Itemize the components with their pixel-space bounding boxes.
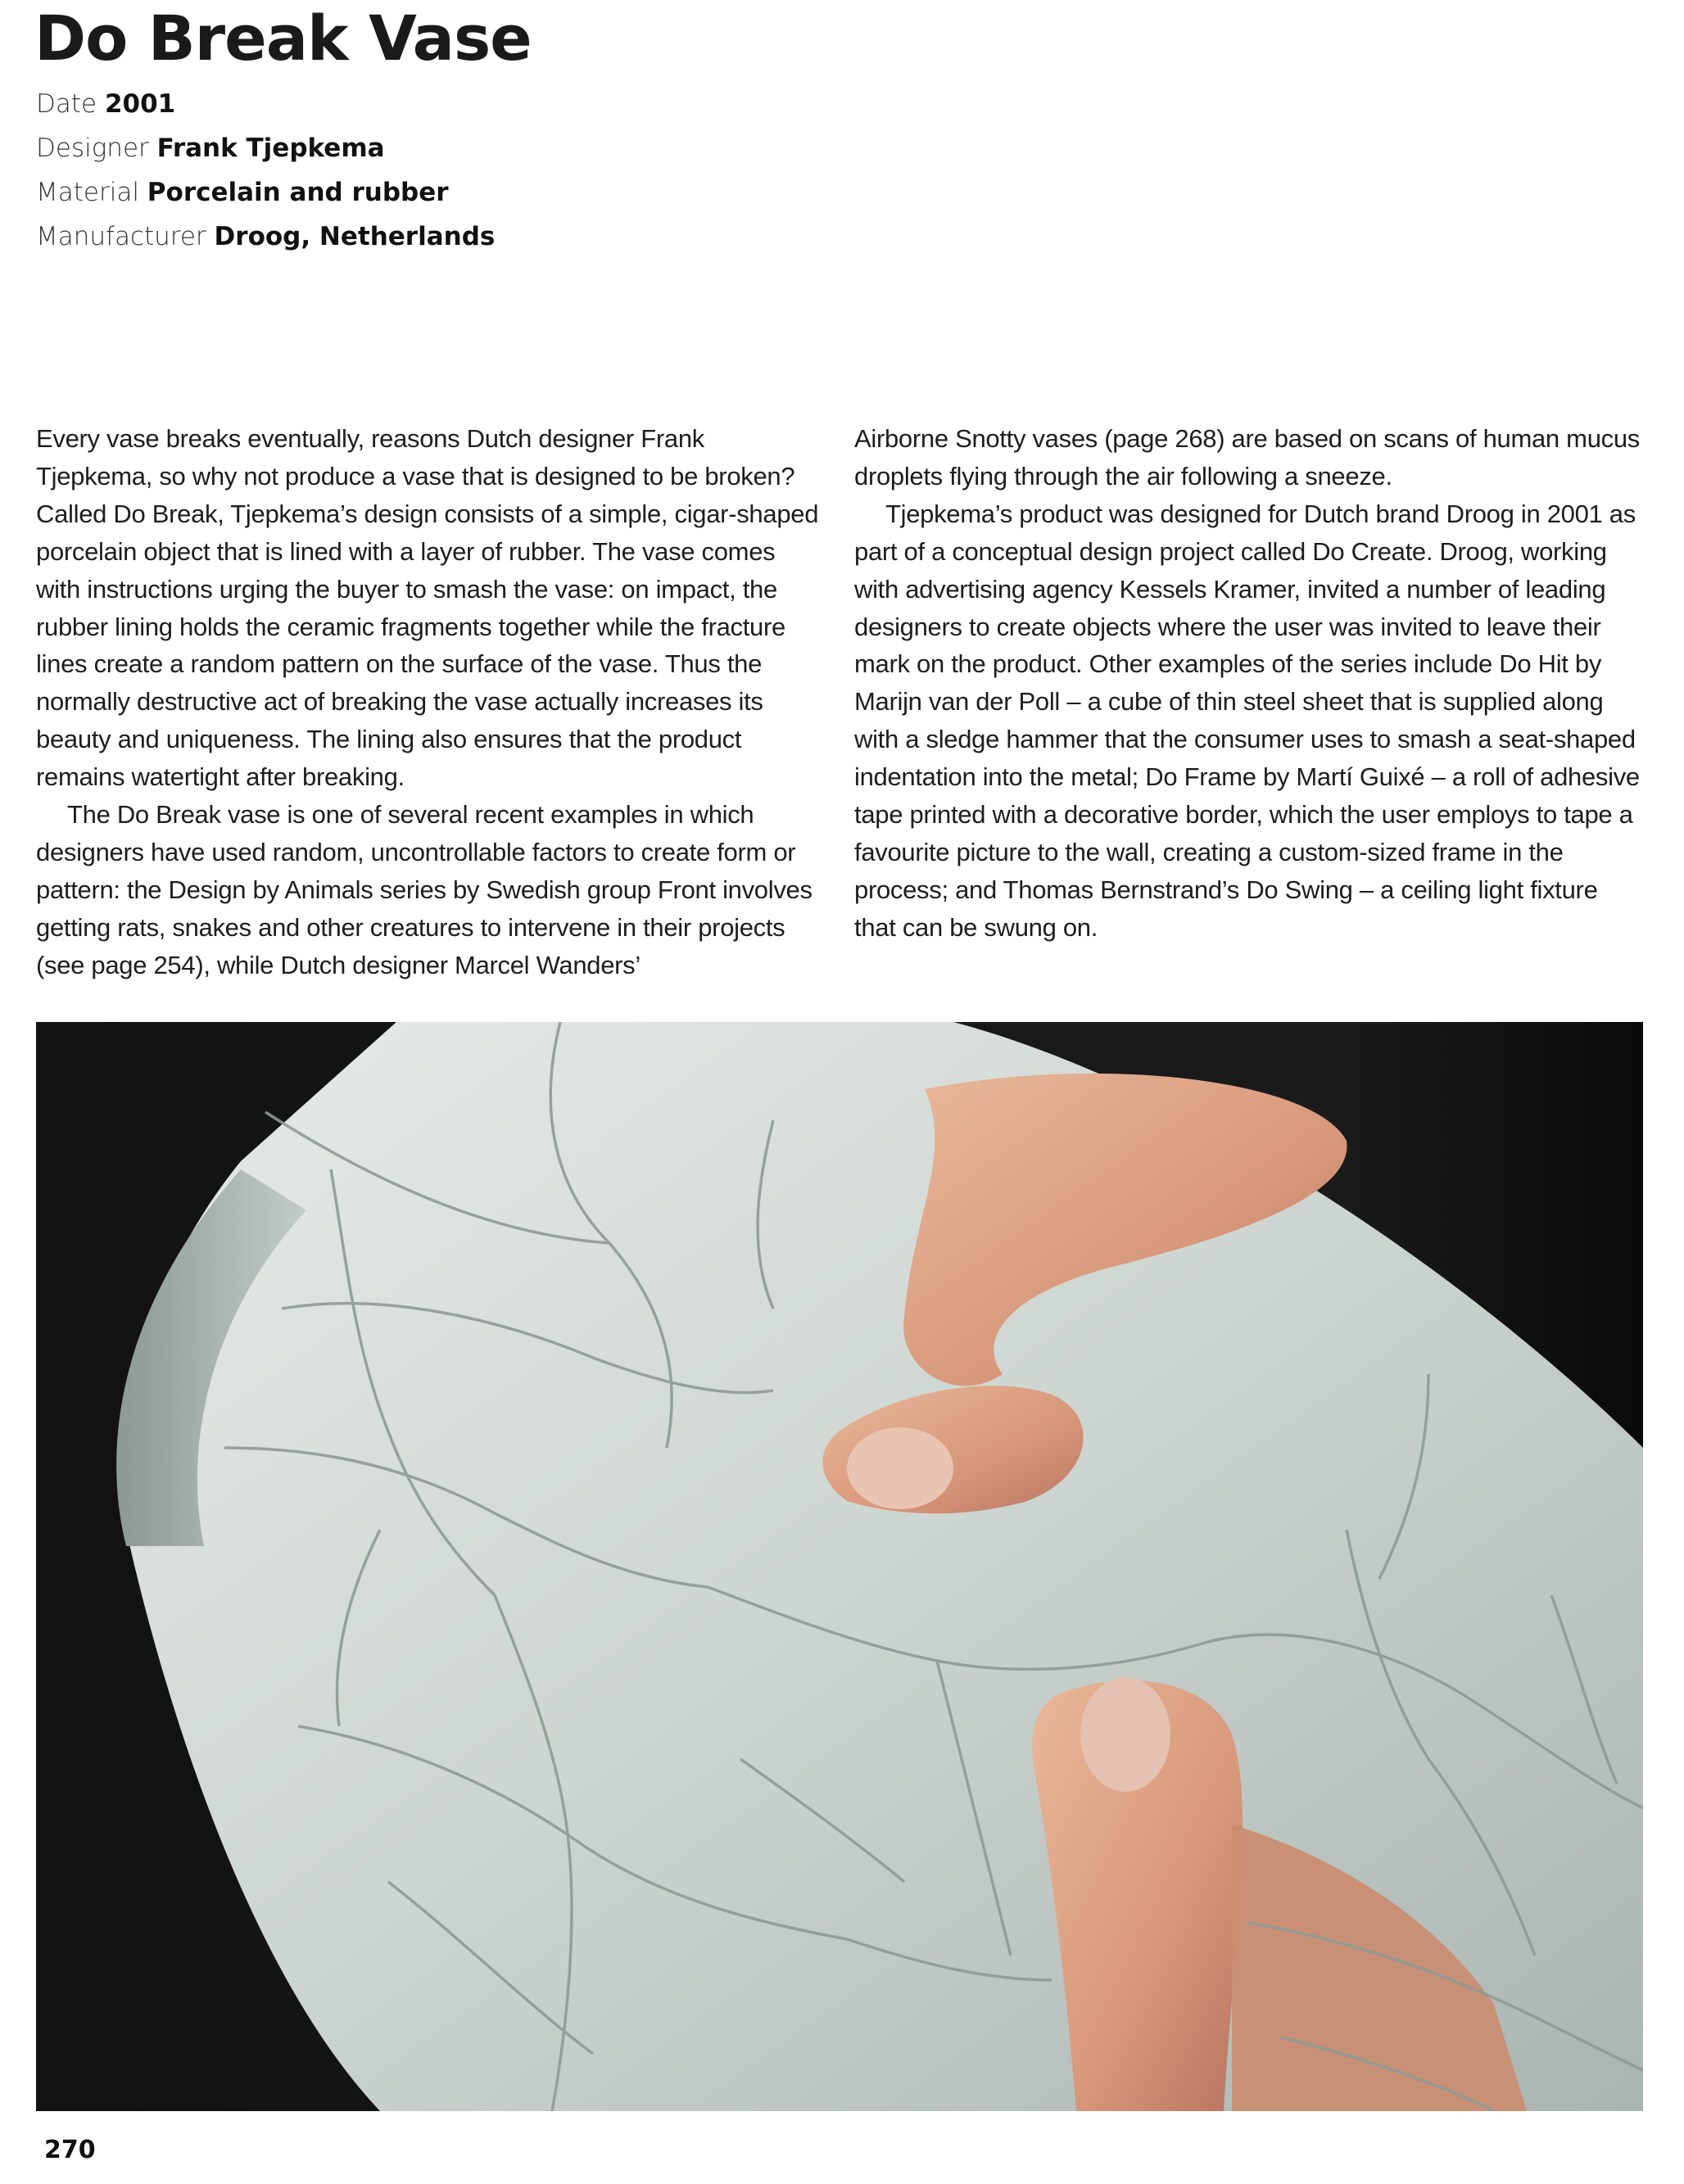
meta-value: Droog, Netherlands xyxy=(214,222,496,251)
meta-label: Designer xyxy=(36,133,149,163)
page-title: Do Break Vase xyxy=(34,2,532,75)
vase-photo xyxy=(36,1022,1643,2111)
meta-value: Frank Tjepkema xyxy=(156,133,385,163)
meta-material xyxy=(36,170,495,215)
body-column-left xyxy=(36,420,822,984)
paragraph: Tjepkema’s product was designed for Dutch brand Droog in 2001 as part of a conceptual design project called Do Create. Droog, working with advertising agency Kessels Kramer, invited a number of leading designers to create objects where the user was invited to leave their mark on the product. Other examples of the series include Do Hit by Marijn van der Poll – a cube of thin steel sheet that is supplied along with a sledge hammer that the consumer uses to smash a seat-shaped indentation into the metal; Do Frame by Martí Guixé – a roll of adhesive tape printed with a decorative border, which the user employs to tape a favourite picture to the wall, creating a custom-sized frame in the process; and Thomas Bernstrand’s Do Swing – a ceiling light fixture that can be swung on. xyxy=(854,499,1640,942)
paragraph: The Do Break vase is one of several recent examples in which designers have used random, uncontrollable factors to create form or pattern: the Design by Animals series by Swedish group Front involves getting rats, snakes and other creatures to intervene in their projects (see page 254), while Dutch designer Marcel Wanders’ xyxy=(36,800,813,979)
body-column-right xyxy=(854,420,1641,947)
vase-illustration xyxy=(36,1022,1643,2111)
meta-designer xyxy=(36,126,495,170)
meta-label: Date xyxy=(36,89,97,119)
paragraph: Every vase breaks eventually, reasons Dutch designer Frank Tjepkema, so why not produce a vase that is designed to be broken? Called Do Break, Tjepkema’s design consists of a simple, cigar-shaped porcelain object that is lined with a layer of rubber. The vase comes with instructions urging the buyer to smash the vase: on impact, the rubber lining holds the ceramic fragments together while the fracture lines create a random pattern on the surface of the vase. Thus the normally destructive act of breaking the vase actually increases its beauty and uniqueness. The lining also ensures that the product remains watertight after breaking. xyxy=(36,424,819,792)
meta-label: Manufacturer xyxy=(36,222,206,251)
meta-value: 2001 xyxy=(104,89,176,119)
page-number: 270 xyxy=(44,2136,96,2164)
metadata-list xyxy=(36,82,495,259)
meta-value: Porcelain and rubber xyxy=(147,178,449,207)
meta-label: Material xyxy=(36,178,139,207)
meta-date xyxy=(36,82,495,126)
meta-manufacturer xyxy=(36,215,495,259)
paragraph: Airborne Snotty vases (page 268) are based on scans of human mucus droplets flying through the air following a sneeze. xyxy=(854,424,1640,491)
